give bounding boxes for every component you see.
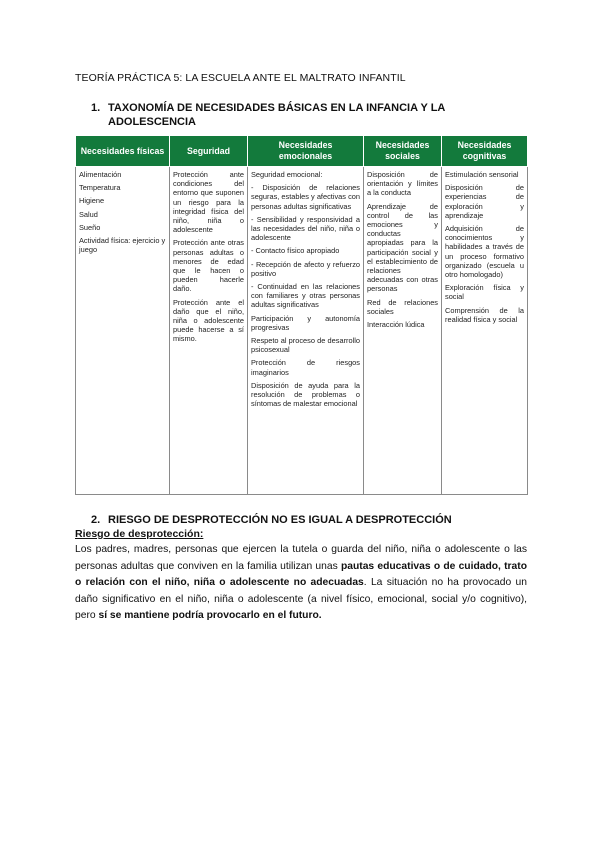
- emotional-needs-cell: [248, 167, 364, 495]
- safety-cell: [170, 167, 248, 495]
- list-item: Disposición de ayuda para la resolución de problemas o síntomas de malestar emocional: [251, 380, 360, 409]
- table-row: [76, 167, 528, 495]
- section-2-title: RIESGO DE DESPROTECCIÓN NO ES IGUAL A DESPROTECCIÓN: [108, 514, 452, 526]
- list-item: Disposición de orientación y límites a la conducta: [367, 170, 438, 198]
- list-item: Seguridad emocional:: [251, 170, 323, 179]
- list-item: - Continuidad en las relaciones con familiares y otras personas adultas significativas: [251, 282, 360, 310]
- section-2-heading: [91, 513, 511, 527]
- table-header-row: [76, 136, 528, 167]
- document-title: TEORÍA PRÁCTICA 5: LA ESCUELA ANTE EL MALTRATO INFANTIL: [75, 72, 406, 84]
- list-item: Salud: [79, 209, 98, 219]
- list-item: Red de relaciones sociales: [367, 297, 438, 316]
- list-item: Protección ante el daño que el niño, niña o adolescente puede hacerse a sí mismo.: [173, 297, 244, 344]
- list-item: Comprensión de la realidad física y social: [445, 305, 524, 324]
- list-item: - Contacto físico apropiado: [251, 246, 340, 256]
- list-item: Higiene: [79, 196, 105, 206]
- risk-paragraph: [75, 542, 527, 625]
- header-cognitive-needs: Necesidades cognitivas: [442, 136, 528, 167]
- list-item: Exploración física y social: [445, 283, 524, 302]
- header-safety: Seguridad: [170, 136, 248, 167]
- section-1-heading: [91, 101, 471, 129]
- list-item: Temperatura: [79, 183, 121, 193]
- risk-subheading: Riesgo de desprotección:: [75, 528, 204, 540]
- list-item: Participación y autonomía progresivas: [251, 313, 360, 332]
- list-item: Actividad física: ejercicio y juego: [79, 236, 166, 255]
- cognitive-needs-cell: [442, 167, 528, 495]
- section-1-title: TAXONOMÍA DE NECESIDADES BÁSICAS EN LA INFANCIA Y LA ADOLESCENCIA: [108, 102, 445, 128]
- list-item: Protección ante condiciones del entorno que suponen un riesgo para la integridad física del niño, niña o adolescente: [173, 170, 244, 235]
- list-item: Interacción lúdica: [367, 320, 425, 330]
- list-item: Protección de riesgos imaginarios: [251, 358, 360, 377]
- header-emotional-needs: Necesidades emocionales: [248, 136, 364, 167]
- list-item: - Recepción de afecto y refuerzo positivo: [251, 259, 360, 278]
- list-item: Disposición de experiencias de exploración y aprendizaje: [445, 183, 524, 220]
- physical-needs-cell: [76, 167, 170, 495]
- list-item: Aprendizaje de control de las emociones y conductas apropiadas para la participación social y el establecimiento de relaciones adecuadas con otras personas: [367, 201, 438, 294]
- header-physical-needs: Necesidades físicas: [76, 136, 170, 167]
- paragraph-bold-text: sí se mantiene podría provocarlo en el futuro.: [98, 610, 322, 622]
- list-item: Respeto al proceso de desarrollo psicosexual: [251, 336, 360, 355]
- list-item: - Disposición de relaciones seguras, estables y afectivas con personas adultas significativas: [251, 183, 360, 211]
- header-social-needs: Necesidades sociales: [364, 136, 442, 167]
- paragraph-text: . La situación no ha provocado un daño significativo en el niño, niña o adolescente (a nivel físico, emocional, social y/o cognitivo), pero: [75, 577, 527, 622]
- needs-taxonomy-table: [75, 135, 528, 495]
- section-2-number: 2.: [91, 514, 101, 526]
- paragraph-text: Los padres, madres, personas que ejercen la tutela o guarda del niño, niña o adolescente o las personas adultas que conviven en la familia utilizan unas: [75, 544, 527, 572]
- section-1-number: 1.: [91, 102, 101, 114]
- list-item: - Sensibilidad y responsividad a las necesidades del niño, niña o adolescente: [251, 214, 360, 243]
- list-item: Protección ante otras personas adultas o menores de edad que le hacen o pueden hacerle daño.: [173, 238, 244, 294]
- list-item: Estimulación sensorial: [445, 170, 519, 179]
- list-item: Sueño: [79, 222, 101, 232]
- list-item: Alimentación: [79, 170, 122, 179]
- list-item: Adquisición de conocimientos y habilidades a través de un proceso formativo organizado (escuela u otro homologado): [445, 224, 524, 280]
- paragraph-bold-text: pautas educativas o de cuidado, trato o relación con el niño, niña o adolescente no adecuadas: [75, 560, 528, 589]
- social-needs-cell: [364, 167, 442, 495]
